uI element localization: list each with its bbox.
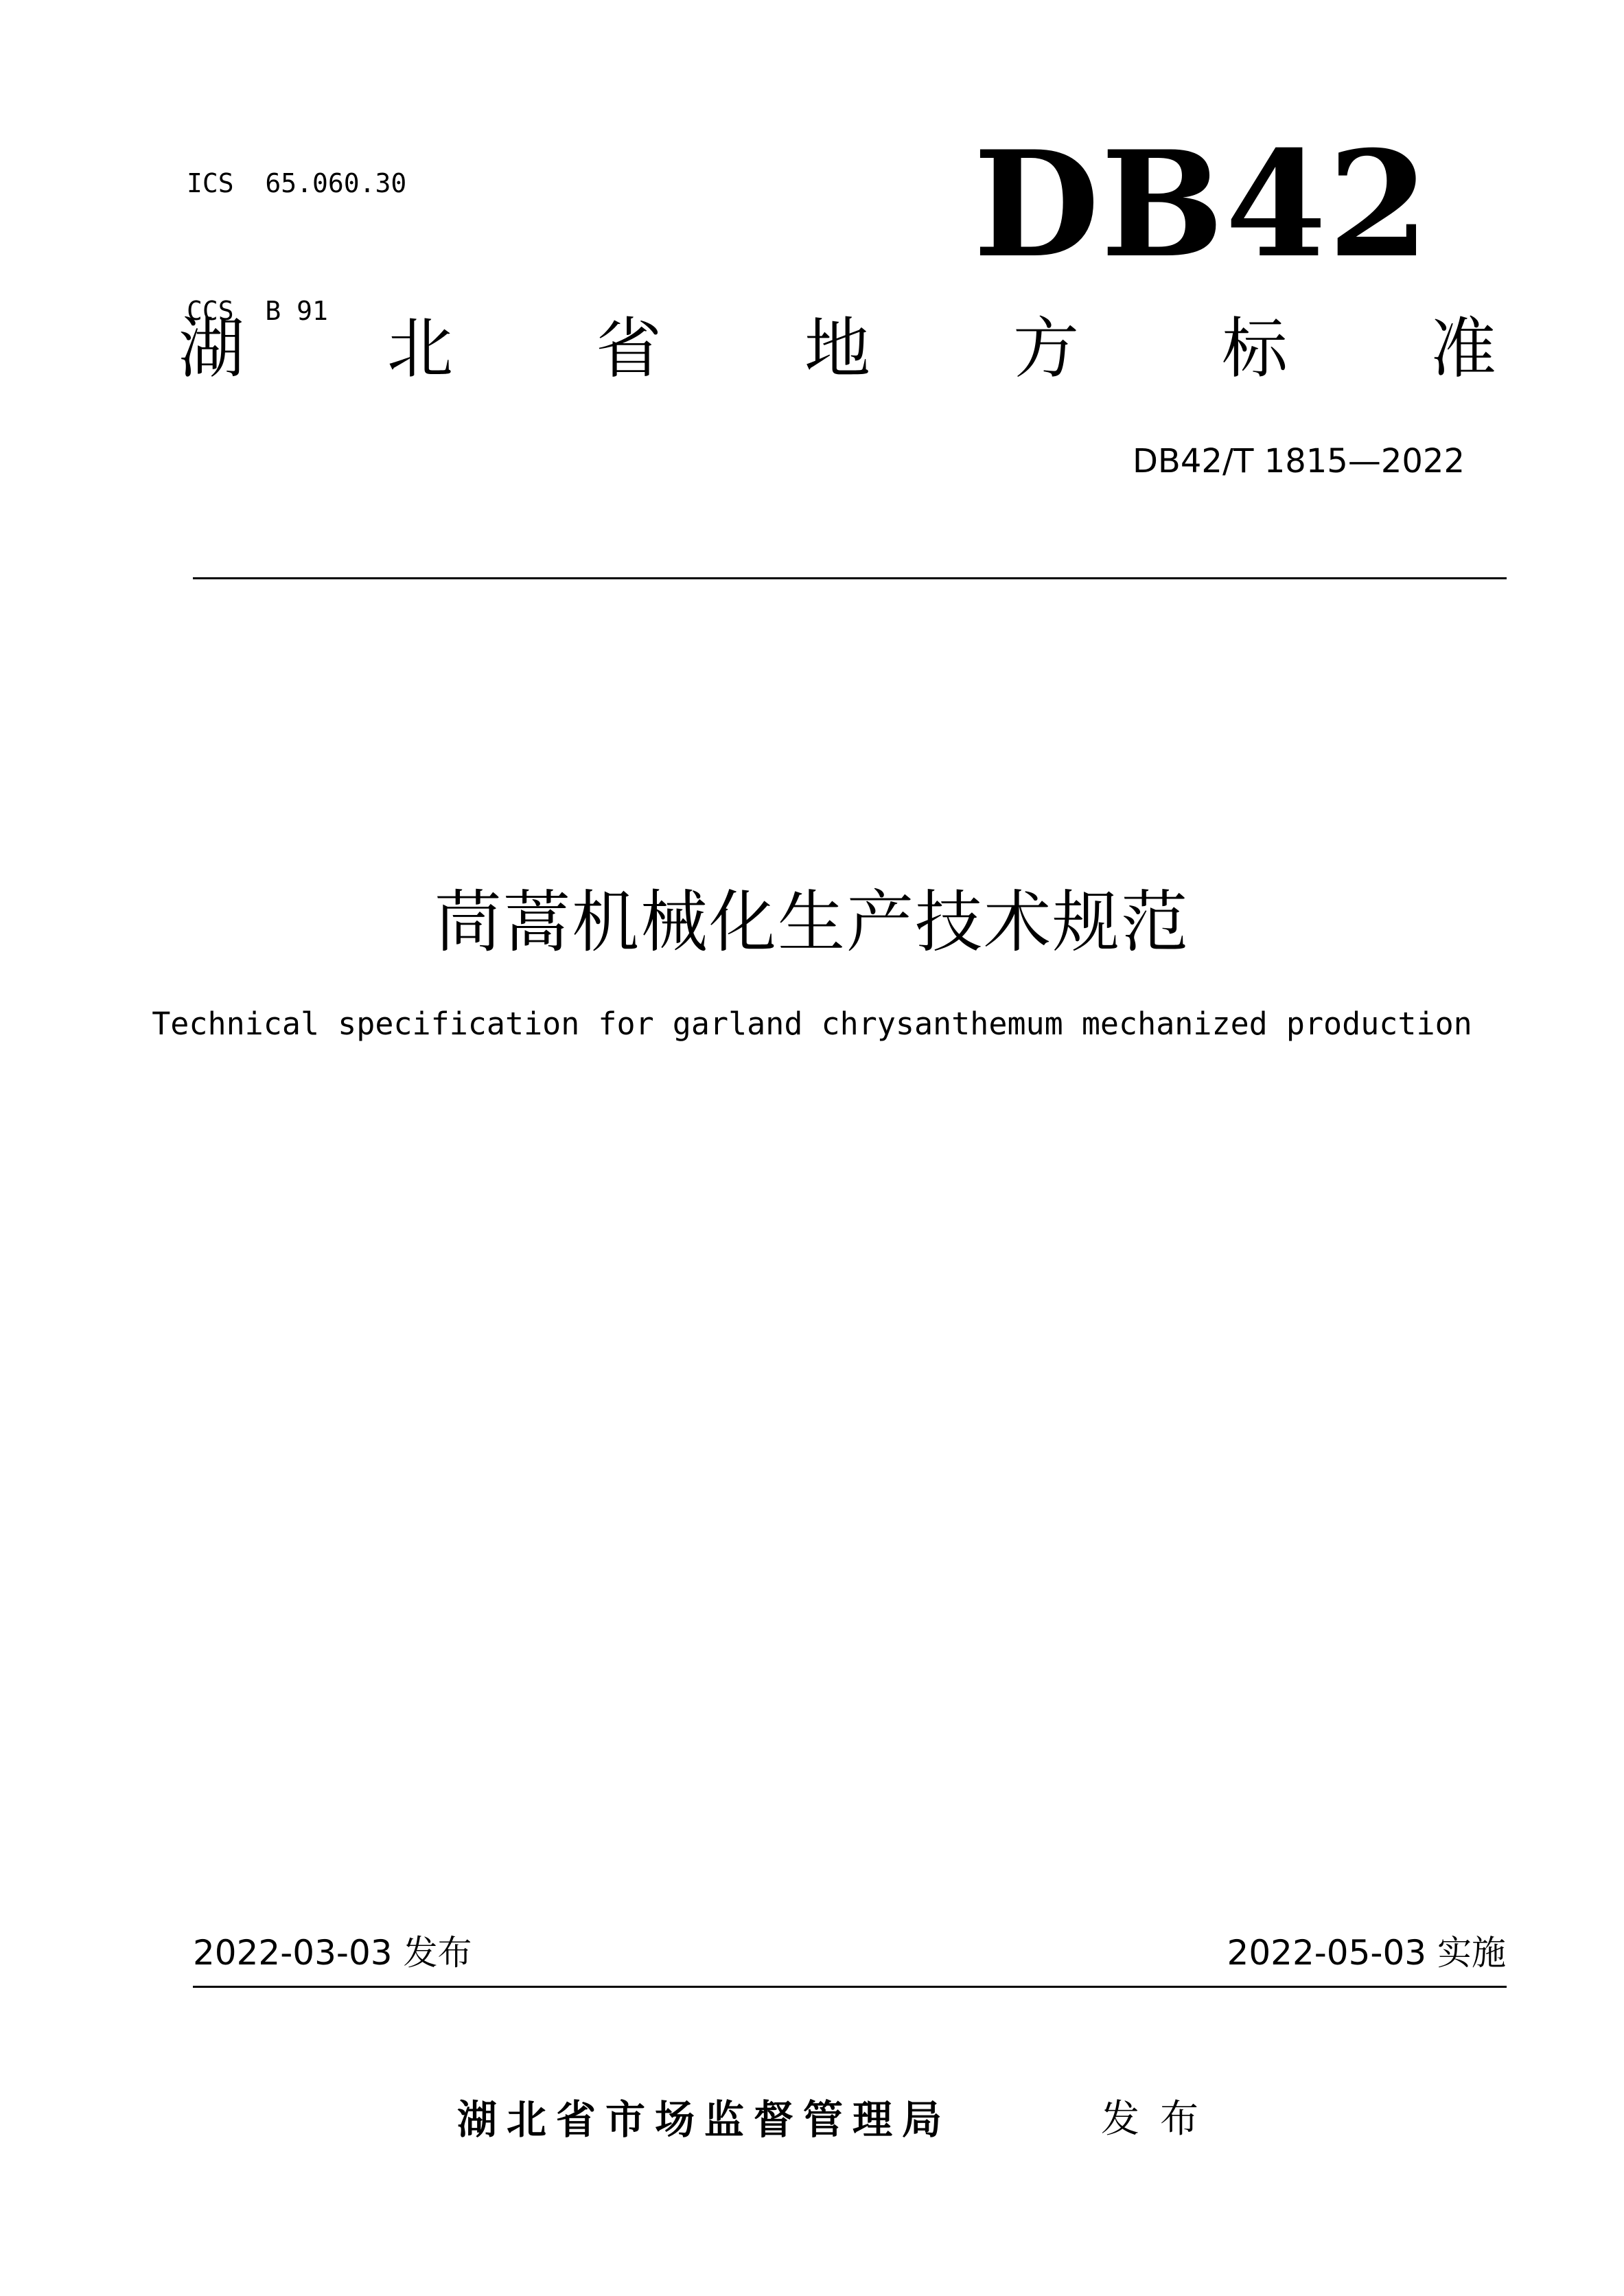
implementation-date: 2022-05-03 实施 — [1227, 1933, 1506, 1973]
ics-code: ICS 65.060.30 — [187, 168, 407, 198]
standard-mark: DB42 — [973, 119, 1431, 290]
standard-number: DB42/T 1815—2022 — [1132, 442, 1465, 480]
issue-action: 发布 — [1101, 2097, 1219, 2142]
ccs-code: CCS B 91 — [187, 296, 328, 326]
header-divider — [193, 577, 1507, 579]
standard-type-char: 地 — [804, 310, 870, 387]
standard-type-char: 方 — [1013, 310, 1079, 387]
issue-date: 2022-03-03 发布 — [193, 1933, 472, 1973]
issuing-authority: 湖北省市场监督管理局 — [457, 2096, 952, 2143]
standard-type-char: 省 — [596, 310, 662, 387]
standard-type-char: 北 — [387, 310, 453, 387]
footer-divider — [193, 1986, 1507, 1988]
standard-type-char: 准 — [1430, 310, 1496, 387]
document-title-chinese: 茼蒿机械化生产技术规范 — [434, 883, 1190, 962]
standard-type-heading — [178, 308, 1496, 390]
document-title-english: Technical specification for garland chrysanthemum mechanized production — [152, 1006, 1472, 1042]
standard-type-char: 湖 — [178, 310, 244, 387]
standard-type-char: 标 — [1222, 310, 1288, 387]
